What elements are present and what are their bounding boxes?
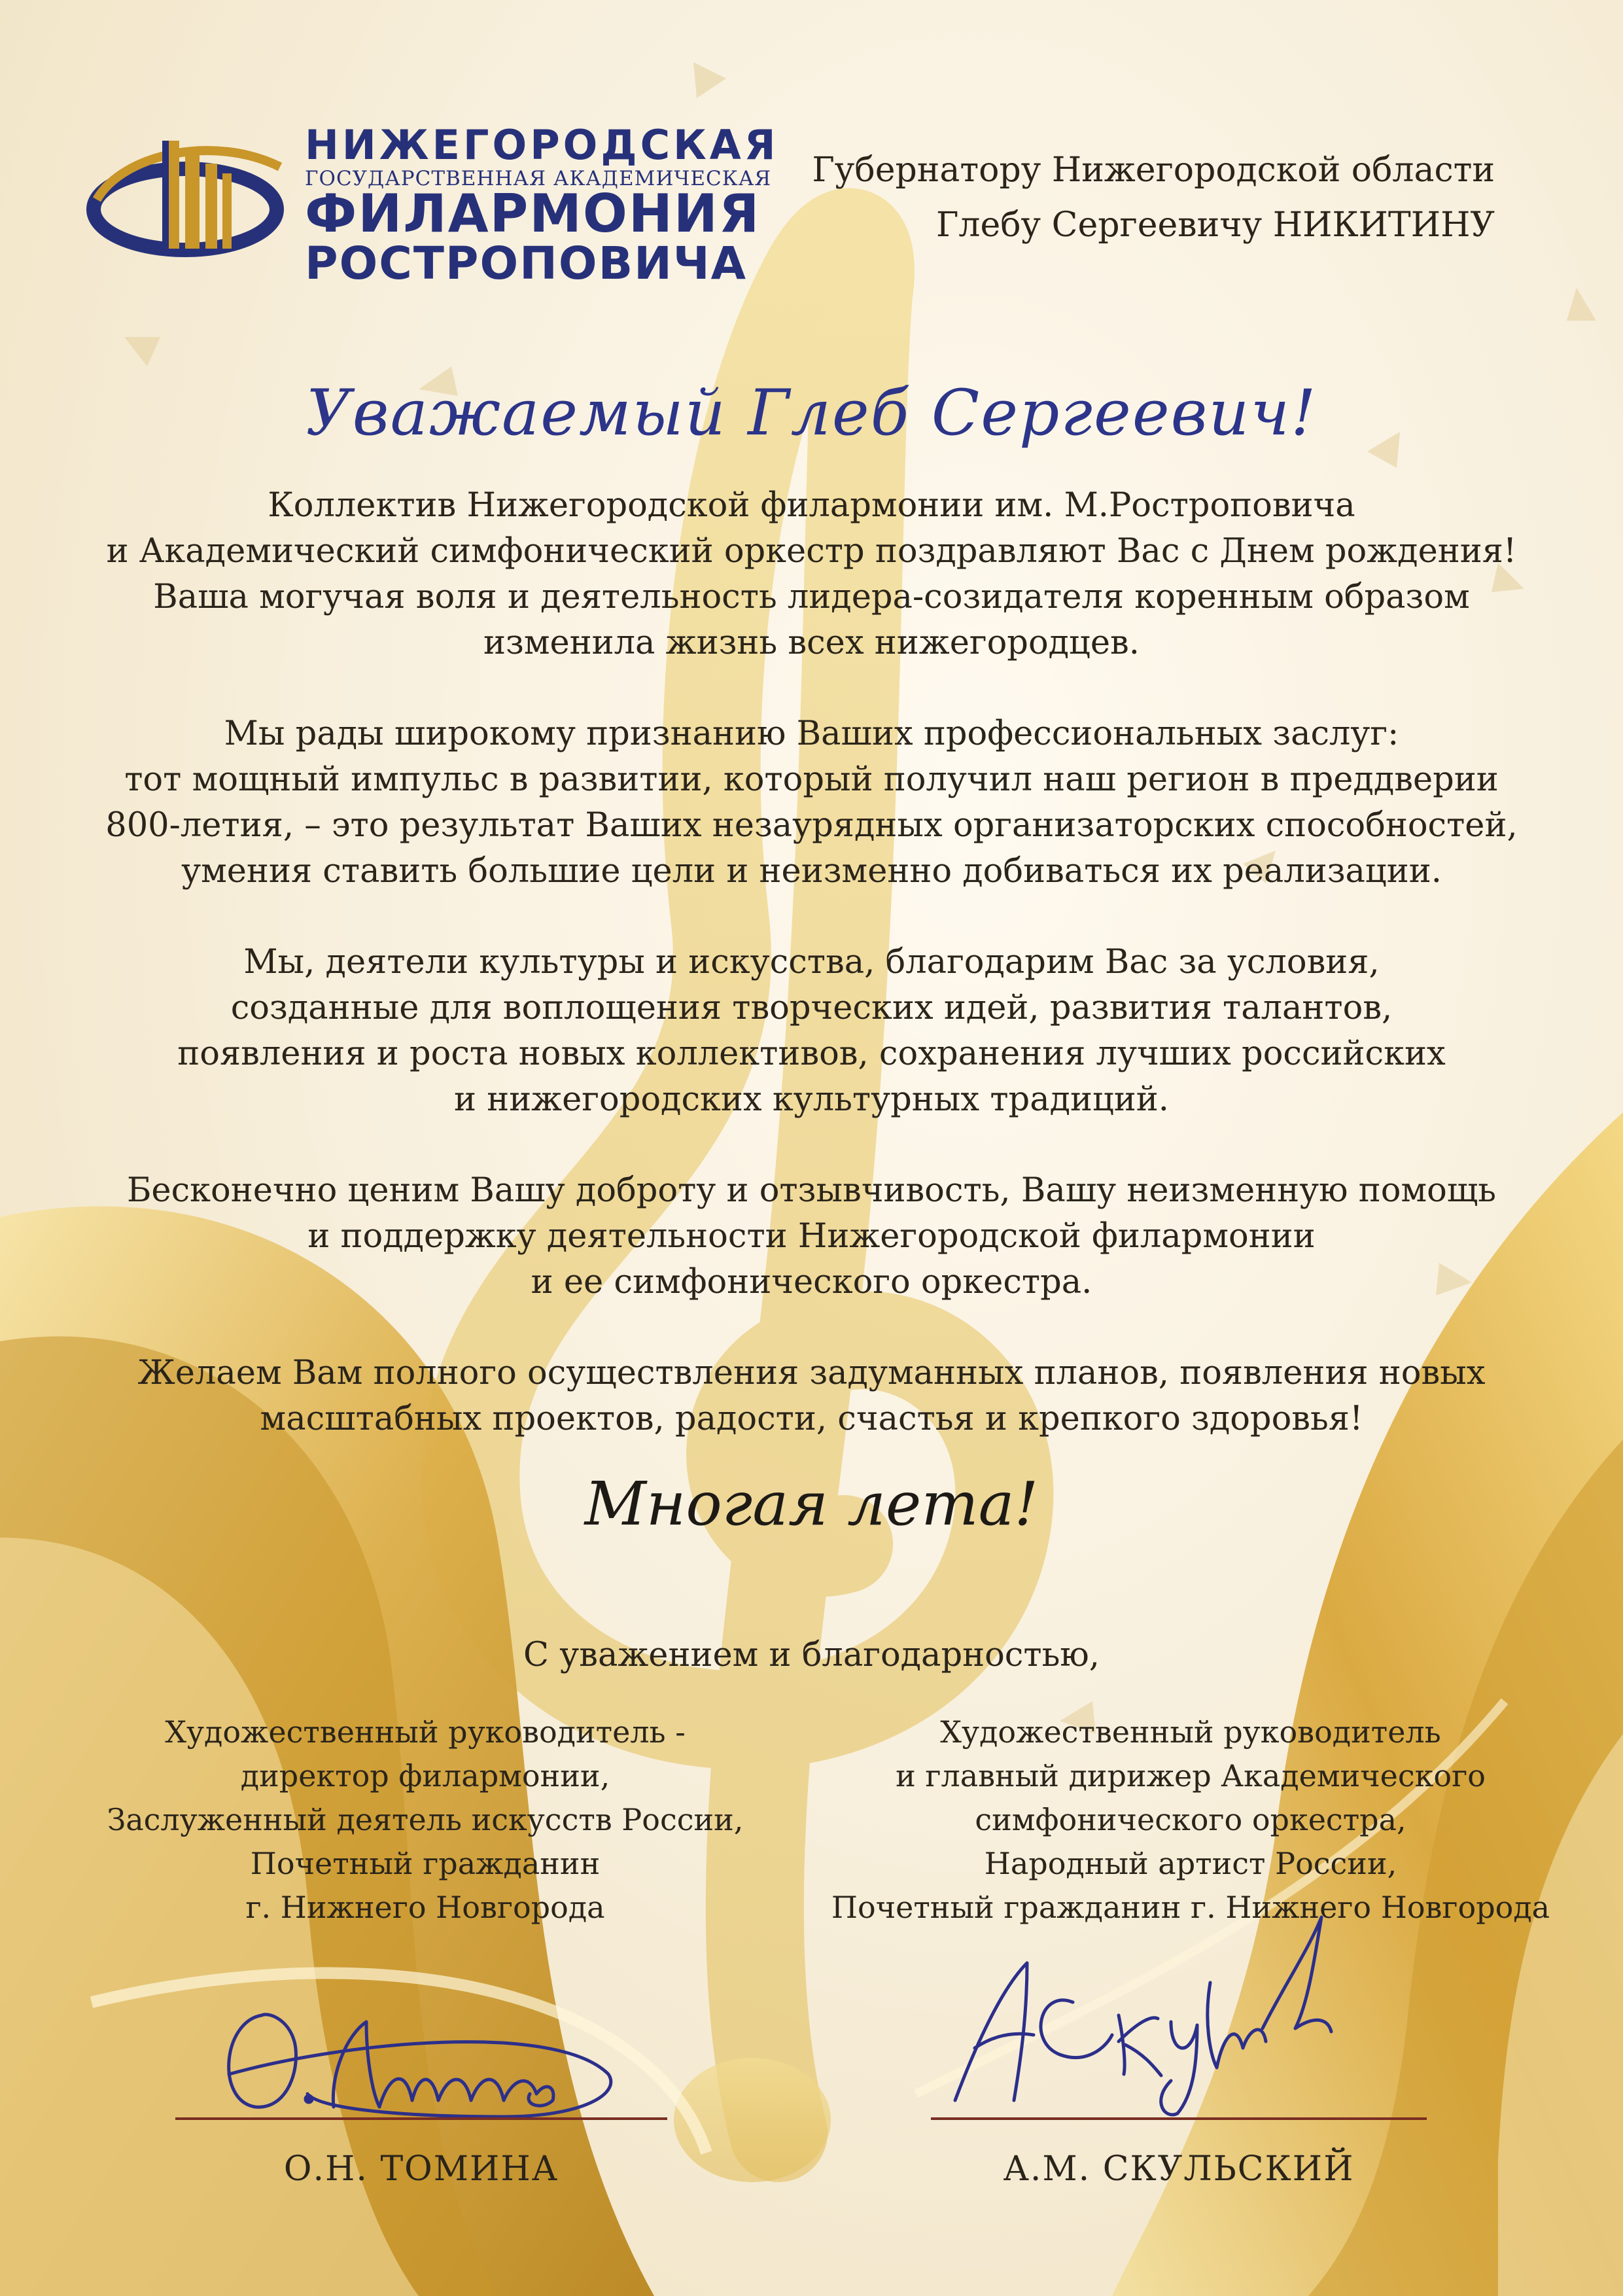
paragraph-line: Ваша могучая воля и деятельность лидера-созидателя коренным образом [153,578,1470,616]
title-line: симфонического оркестра, [975,1802,1406,1837]
paragraph-line: 800-летия, – это результат Ваших незаурядных организаторских способностей, [105,806,1518,845]
paragraph-line: масштабных проектов, радости, счастья и крепкого здоровья! [260,1400,1363,1438]
signature-right [929,1904,1335,2120]
addressee-block [812,143,1495,253]
paragraph-line: и Академический симфонический оркестр поздравляют Вас с Днем рождения! [106,532,1517,571]
paragraph [79,940,1544,1123]
logo-line-rostropovich: РОСТРОПОВИЧА [305,238,748,290]
paragraph-line: и ее симфонического оркестра. [531,1263,1092,1301]
signature-line-left [175,2117,667,2120]
title-line: Почетный гражданин [250,1846,601,1881]
logo-line-academic: ГОСУДАРСТВЕННАЯ АКАДЕМИЧЕСКАЯ [305,167,772,190]
greeting-heading: Уважаемый Глеб Сергеевич! [305,376,1318,450]
title-line: г. Нижнего Новгорода [245,1890,605,1925]
paragraph-line: и нижегородских культурных традиций. [454,1080,1169,1119]
signatory-right-name: А.М. СКУЛЬСКИЙ [1003,2149,1355,2189]
paragraph [79,1351,1544,1442]
logo-line-philharmonic: ФИЛАРМОНИЯ [305,183,761,244]
title-line: Художественный руководитель [940,1714,1441,1750]
signatory-right-title [831,1710,1550,1930]
paragraph-line: появления и роста новых коллективов, сохранения лучших российских [177,1034,1446,1073]
title-line: и главный дирижер Академического [896,1758,1486,1793]
logo-line-region: НИЖЕГОРОДСКАЯ [305,121,779,169]
philharmonic-emblem-icon [84,128,293,265]
closing-wish: Многая лета! [584,1469,1039,1539]
title-line: Почетный гражданин г. Нижнего Новгорода [831,1890,1550,1925]
addressee-position: Губернатору Нижегородской области [812,150,1495,190]
paragraph-line: Мы рады широкому признанию Ваших профессиональных заслуг: [224,715,1399,753]
paragraph [79,1168,1544,1305]
letter-body [79,483,1544,1487]
paragraph [79,711,1544,894]
paragraph-line: тот мощный импульс в развитии, который получил наш регион в преддверии [124,760,1499,799]
paragraph-line: умения ставить большие цели и неизменно добиваться их реализации. [181,852,1442,891]
paragraph-line: изменила жизнь всех нижегородцев. [483,624,1140,662]
paragraph-line: Бесконечно ценим Вашу доброту и отзывчивость, Вашу неизменную помощь [126,1171,1497,1210]
paragraph [79,483,1544,666]
paragraph-line: и поддержку деятельности Нижегородской филармонии [307,1217,1316,1256]
paragraph-line: созданные для воплощения творческих идей, развития талантов, [230,989,1393,1027]
paragraph-line: Коллектив Нижегородской филармонии им. М.Ростроповича [268,486,1355,525]
signatory-left-title [98,1710,752,1930]
signature-left [216,1996,621,2127]
title-line: Заслуженный деятель искусств России, [107,1802,744,1837]
signature-line-right [931,2117,1427,2120]
regards-line: С уважением и благодарностью, [523,1636,1100,1674]
addressee-name: Глебу Сергеевичу НИКИТИНУ [936,205,1495,245]
title-line: директор филармонии, [240,1758,610,1793]
paragraph-line: Желаем Вам полного осуществления задуманных планов, появления новых [137,1354,1486,1392]
title-line: Народный артист России, [984,1846,1397,1881]
signatory-left-name: О.Н. ТОМИНА [283,2149,559,2189]
philharmonic-logo [84,121,779,290]
title-line: Художественный руководитель - [165,1714,686,1750]
paragraph-line: Мы, деятели культуры и искусства, благодарим Вас за условия, [243,943,1380,981]
